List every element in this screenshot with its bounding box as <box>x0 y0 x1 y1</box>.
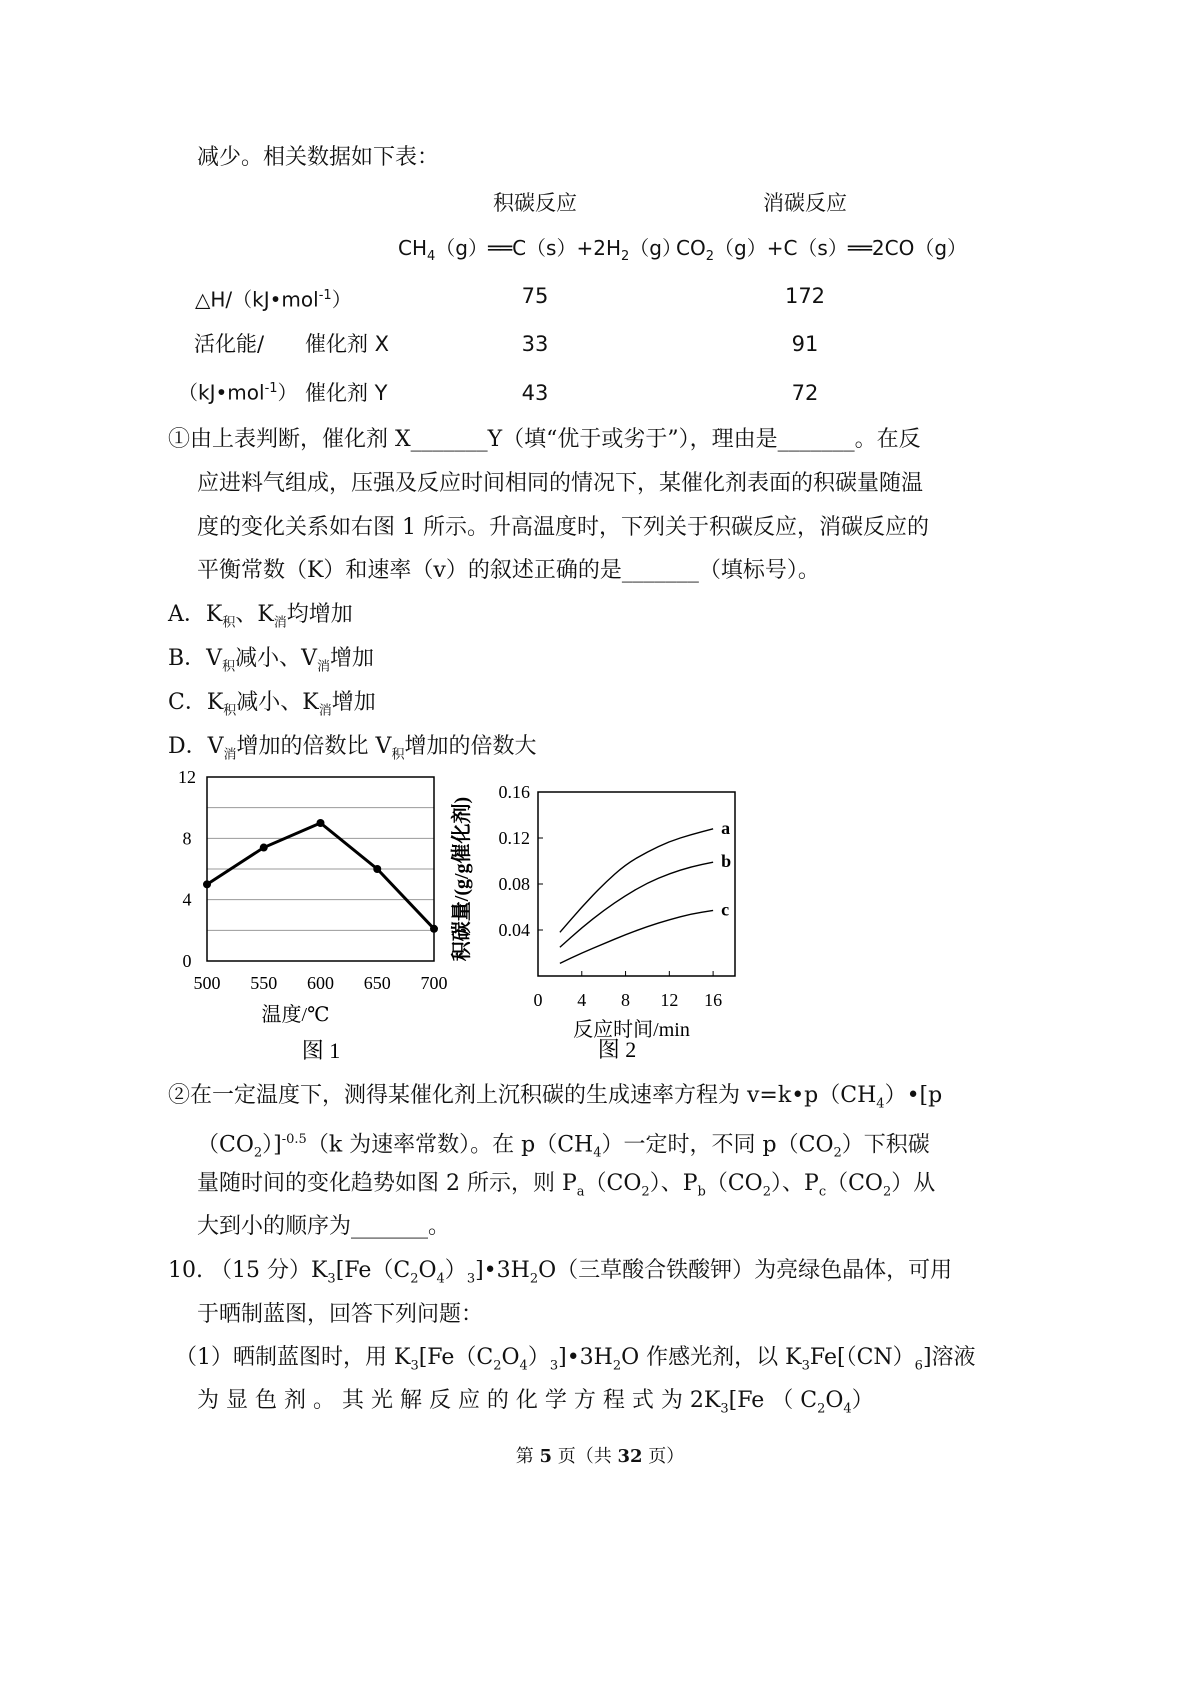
figure-2-x-tick-label: 4 <box>577 990 587 1010</box>
figure-1-x-axis-label: 温度/℃ <box>261 1004 330 1026</box>
figure-2-x-tick-label: 0 <box>533 990 543 1010</box>
figure-1-series-line <box>207 823 434 929</box>
figure-2-series-label-c: c <box>721 899 730 920</box>
figure-2-x-tick-label: 8 <box>621 990 631 1010</box>
intro-text: 减少。相关数据如下表： <box>197 145 440 170</box>
q1-line-3: 度的变化关系如右图 1 所示。升高温度时，下列关于积碳反应，消碳反应的 <box>197 515 929 540</box>
figure-1-x-tick-label: 650 <box>363 973 391 993</box>
option-a: A．$K_积$、$K_消$均增加 <box>168 602 353 631</box>
page-footer: 第 5 页（共 32 页） <box>515 1446 685 1467</box>
enthalpy-label: △H/（kJ•mol$^{-1}$） <box>195 287 352 312</box>
option-c: C．$K_积$减小、$K_消$增加 <box>168 690 376 719</box>
figure-2-series-label-a: a <box>721 817 731 838</box>
catalyst-y-label: 催化剂 Y <box>305 381 388 405</box>
q1-line-4: 平衡常数（K）和速率（v）的叙述正确的是_______（填标号）。 <box>197 558 820 583</box>
y-deposition-value: 43 <box>521 381 549 405</box>
figure-2-y-tick-label: 0.08 <box>498 874 530 894</box>
q1-line-2: 应进料气组成，压强及反应时间相同的情况下，某催化剂表面的积碳量随温 <box>197 471 924 496</box>
figure-1-data-point <box>260 844 268 852</box>
enthalpy-deposition: 75 <box>521 284 549 308</box>
q10-line-4: 为 显 色 剂 。 其 光 解 反 应 的 化 学 方 程 式 为 $2K_3[Fe$ （ $C_2O_4$） <box>197 1388 874 1417</box>
y-elimination-value: 72 <box>791 381 819 405</box>
figure-2-caption: 图 2 <box>597 1037 637 1062</box>
activation-energy-label: 活化能/ <box>194 332 265 356</box>
figure-1-data-point <box>317 819 325 827</box>
equation-elimination: $CO_2(g)+C(s)══2CO(g)$ <box>676 236 968 264</box>
figure-1-y-tick-label: 8 <box>182 828 192 849</box>
figure-1-y-tick-label: 4 <box>182 889 192 910</box>
figure-1-x-tick-label: 550 <box>250 973 278 993</box>
figure-2-y-tick-label: 0.16 <box>498 782 530 802</box>
figure-2-x-axis-label: 反应时间/min <box>573 1019 690 1041</box>
option-d: D．$V_消$增加的倍数比 $V_积$增加的倍数大 <box>168 734 537 763</box>
option-b: B．$V_积$减小、$V_消$增加 <box>168 646 374 675</box>
equation-deposition: $CH_4(g)══C(s)+2H_2(g)$ <box>398 236 682 264</box>
figure-1-y-tick-label: 0 <box>182 951 192 971</box>
figure-2-y-tick-label: 0.12 <box>498 828 530 848</box>
figure-2-y-tick-label: 0.04 <box>498 920 530 940</box>
figure-2-series-label-b: b <box>721 851 732 872</box>
q2-line-1: ②在一定温度下，测得某催化剂上沉积碳的生成速率方程为 $v=k•p(CH_4)•[p$ <box>168 1083 943 1112</box>
catalyst-x-label: 催化剂 X <box>305 332 390 356</box>
q10-line-2: 于晒制蓝图，回答下列问题： <box>197 1302 484 1327</box>
table-header-carbon-elimination: 消碳反应 <box>763 191 847 215</box>
figure-1-x-tick-label: 700 <box>420 973 448 993</box>
q2-line-3: 量随时间的变化趋势如图 2 所示，则 $P_a(CO_2)$、$P_b(CO_2)$、$P_c(CO_2)$从 <box>197 1171 936 1200</box>
figure-1-data-point <box>203 880 211 888</box>
figure-1-data-point <box>373 865 381 873</box>
figure-1-data-point <box>430 925 438 933</box>
x-deposition-value: 33 <box>521 332 549 356</box>
q10-line-1: 10. （15 分）$K_3[Fe(C_2O_4)_3]•3H_2O$（三草酸合铁酸钾）为亮绿色晶体，可用 <box>168 1258 953 1287</box>
q2-line-2: $(CO_2)]^{-0.5}(k$ 为速率常数）。在 $p(CH_4)$一定时，不同 $p(CO_2)$下积碳 <box>197 1132 930 1161</box>
total-pages: 32 <box>617 1446 643 1467</box>
figure-1-x-tick-label: 500 <box>193 973 221 993</box>
figure-1-y-tick-label: 12 <box>178 767 196 787</box>
figure-2-chart <box>449 782 735 1062</box>
page-number: 5 <box>539 1446 552 1467</box>
figure-1-x-tick-label: 600 <box>307 973 334 993</box>
q2-line-4: 大到小的顺序为_______。 <box>197 1214 451 1239</box>
enthalpy-elimination: 172 <box>784 284 826 308</box>
figure-1-caption: 图 1 <box>301 1038 341 1063</box>
figure-2-series-c <box>560 910 713 963</box>
q1-line-1: ①由上表判断，催化剂 X_______Y（填“优于或劣于”），理由是_______。在反 <box>168 427 921 452</box>
figure-1-chart <box>178 767 448 1063</box>
figure-2-series-b <box>560 862 713 947</box>
figure-2-y-axis-label: 积碳量/(g/g催化剂) <box>451 796 473 962</box>
charts <box>0 760 1200 1070</box>
figure-2-x-tick-label: 12 <box>660 990 679 1010</box>
activation-energy-unit: （kJ•mol$^{-1}$） <box>178 380 298 405</box>
table-header-carbon-deposition: 积碳反应 <box>493 191 577 215</box>
figure-2-series-a <box>560 829 713 933</box>
q10-line-3: （1）晒制蓝图时，用 $K_3[Fe(C_2O_4)_3]•3H_2O$ 作感光剂，以 $K_3Fe[(CN)_6]$溶液 <box>175 1345 976 1374</box>
x-elimination-value: 91 <box>791 332 819 356</box>
figure-2-x-tick-label: 16 <box>704 990 723 1010</box>
figure-2-frame <box>538 792 735 976</box>
